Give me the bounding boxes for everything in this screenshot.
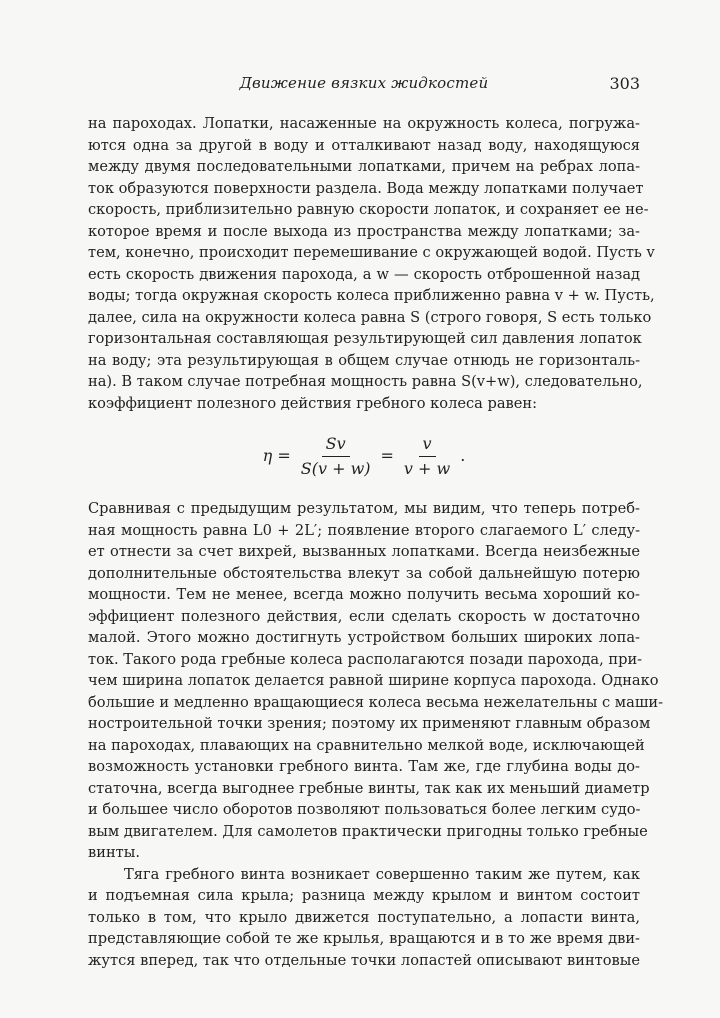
text-line: ток. Такого рода гребные колеса располагаются позади парохода, при- xyxy=(88,650,643,668)
formula-equals: = xyxy=(380,446,394,466)
text-line: и большее число оборотов позволяют пользоваться более легким судо- xyxy=(88,801,641,818)
page-header xyxy=(88,74,640,98)
text-line: и подъемная сила крыла; разница между крылом и винтом состоит xyxy=(88,887,640,904)
text-line: Тяга гребного винта возникает совершенно таким же путем, как xyxy=(124,865,640,883)
page-number: 303 xyxy=(609,74,640,93)
text-line: мощности. Тем не менее, всегда можно получить весьма хороший ко- xyxy=(88,586,640,603)
fraction-1-numerator: Sv xyxy=(322,434,350,457)
text-line: статочна, всегда выгоднее гребные винты, так как их меньший диаметр xyxy=(88,779,650,797)
text-line: ток образуются поверхности раздела. Вода между лопатками получает xyxy=(88,179,644,197)
text-line: коэффициент полезного действия гребного колеса равен: xyxy=(88,394,538,412)
text-line: вым двигателем. Для самолетов практически пригодны только гребные xyxy=(88,822,648,840)
paragraph-3 xyxy=(88,864,640,972)
text-line: на воду; эта результирующая в общем случае отнюдь не горизонталь- xyxy=(88,351,640,369)
fraction-2-numerator: v xyxy=(419,434,436,457)
text-line: возможность установки гребного винта. Там же, где глубина воды до- xyxy=(88,758,640,775)
text-line: ет отнести за счет вихрей, вызванных лопатками. Всегда неизбежные xyxy=(88,543,640,560)
text-line: ная мощность равна L0 + 2L′; появление второго слагаемого L′ следу- xyxy=(88,521,640,539)
fraction-1-denominator: S(v + w) xyxy=(300,458,371,478)
text-line: есть скорость движения парохода, а w — скорость отброшенной назад xyxy=(88,265,640,283)
text-line: на пароходах, плавающих на сравнительно мелкой воде, исключающей xyxy=(88,736,645,754)
text-line: Сравнивая с предыдущим результатом, мы видим, что теперь потреб- xyxy=(88,500,640,517)
formula-end: . xyxy=(460,446,466,466)
text-line: чем ширина лопаток делается равной ширине корпуса парохода. Однако xyxy=(88,672,659,689)
text-line: на пароходах. Лопатки, насаженные на окружность колеса, погружа- xyxy=(88,115,640,132)
efficiency-formula xyxy=(88,414,640,498)
text-line: представляющие собой те же крылья, вращаются и в то же время дви- xyxy=(88,930,640,947)
text-line: винты. xyxy=(88,844,140,861)
text-line: воды; тогда окружная скорость колеса приближенно равна v + w. Пусть, xyxy=(88,287,655,304)
fraction-2 xyxy=(400,434,454,479)
fraction-1 xyxy=(297,434,375,479)
paragraph-2 xyxy=(88,498,664,864)
text-line: жутся вперед, так что отдельные точки лопастей описывают винтовые xyxy=(88,951,641,969)
text-line: на). В таком случае потребная мощность равна S(v+w), следовательно, xyxy=(88,373,643,390)
text-line: эффициент полезного действия, если сделать скорость w достаточно xyxy=(88,607,640,625)
text-line: малой. Этого можно достигнуть устройством больших широких лопа- xyxy=(88,629,640,646)
text-line: ностроительной точки зрения; поэтому их применяют главным образом xyxy=(88,715,651,732)
text-line: ются одна за другой в воду и отталкивают назад воду, находящуюся xyxy=(88,136,640,154)
text-line: скорость, приблизительно равную скорости лопаток, и сохраняет ее не- xyxy=(88,201,649,218)
text-line: большие и медленно вращающиеся колеса весьма нежелательны с маши- xyxy=(88,693,664,711)
body-text xyxy=(88,113,664,971)
text-line: которое время и после выхода из пространства между лопатками; за- xyxy=(88,222,640,240)
text-line: между двумя последовательными лопатками, причем на ребрах лопа- xyxy=(88,158,640,175)
text-line: только в том, что крыло движется поступательно, а лопасти винта, xyxy=(88,908,640,926)
text-line: дополнительные обстоятельства влекут за собой дальнейшую потерю xyxy=(88,564,640,582)
text-line: тем, конечно, происходит перемешивание с окружающей водой. Пусть v xyxy=(88,244,655,261)
paragraph-1 xyxy=(88,113,655,414)
text-line: далее, сила на окружности колеса равна S (строго говоря, S есть только xyxy=(88,308,652,326)
running-title: Движение вязких жидкостей xyxy=(239,74,489,92)
fraction-2-denominator: v + w xyxy=(403,458,451,478)
text-line: горизонтальная составляющая результирующей сил давления лопаток xyxy=(88,330,642,347)
formula-lhs: η = xyxy=(262,446,291,466)
